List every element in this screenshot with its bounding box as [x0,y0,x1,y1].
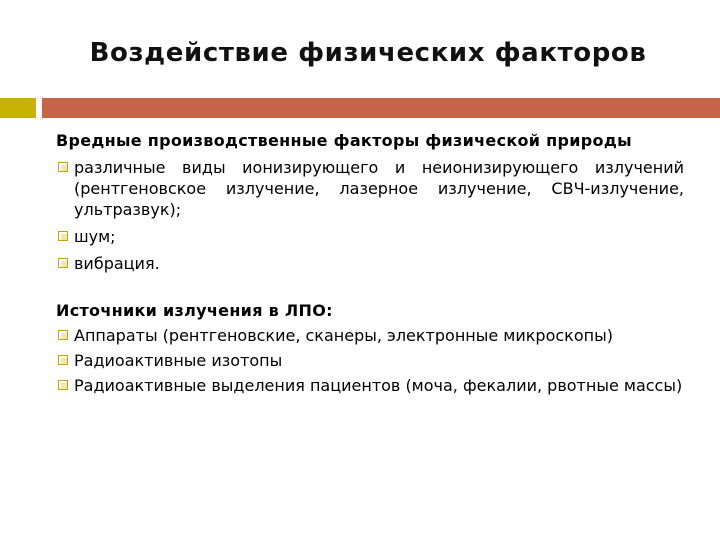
square-bullet-icon [58,258,68,268]
slide-content [56,130,684,396]
slide-title: Воздействие физических факторов [89,38,647,68]
square-bullet-icon [58,380,68,390]
list-item [56,325,684,346]
radiation-sources-list [56,325,684,396]
list-item-text: шум; [74,227,116,246]
section-heading-physical-factors: Вредные производственные факторы физической природы [56,131,632,150]
square-bullet-icon [58,330,68,340]
square-bullet-icon [58,355,68,365]
decorative-bar-right [42,98,720,118]
list-item-text: различные виды ионизирующего и неионизирующего излучений (рентгеновское излучение, лазерное излучение, СВЧ-излучение, ультразвук); [74,158,684,219]
list-item [56,375,684,396]
list-item-text: Радиоактивные выделения пациентов (моча, фекалии, рвотные массы) [74,376,683,395]
list-item [56,350,684,371]
list-item-text: Аппараты (рентгеновские, сканеры, электронные микроскопы) [74,326,613,345]
square-bullet-icon [58,231,68,241]
decorative-bar-left [0,98,36,118]
list-item-text: вибрация. [74,254,160,273]
square-bullet-icon [58,162,68,172]
list-item [56,157,684,220]
list-item [56,253,684,274]
section-heading-radiation-sources: Источники излучения в ЛПО: [56,301,333,320]
list-item-text: Радиоактивные изотопы [74,351,283,370]
list-item [56,226,684,247]
physical-factors-list [56,157,684,274]
